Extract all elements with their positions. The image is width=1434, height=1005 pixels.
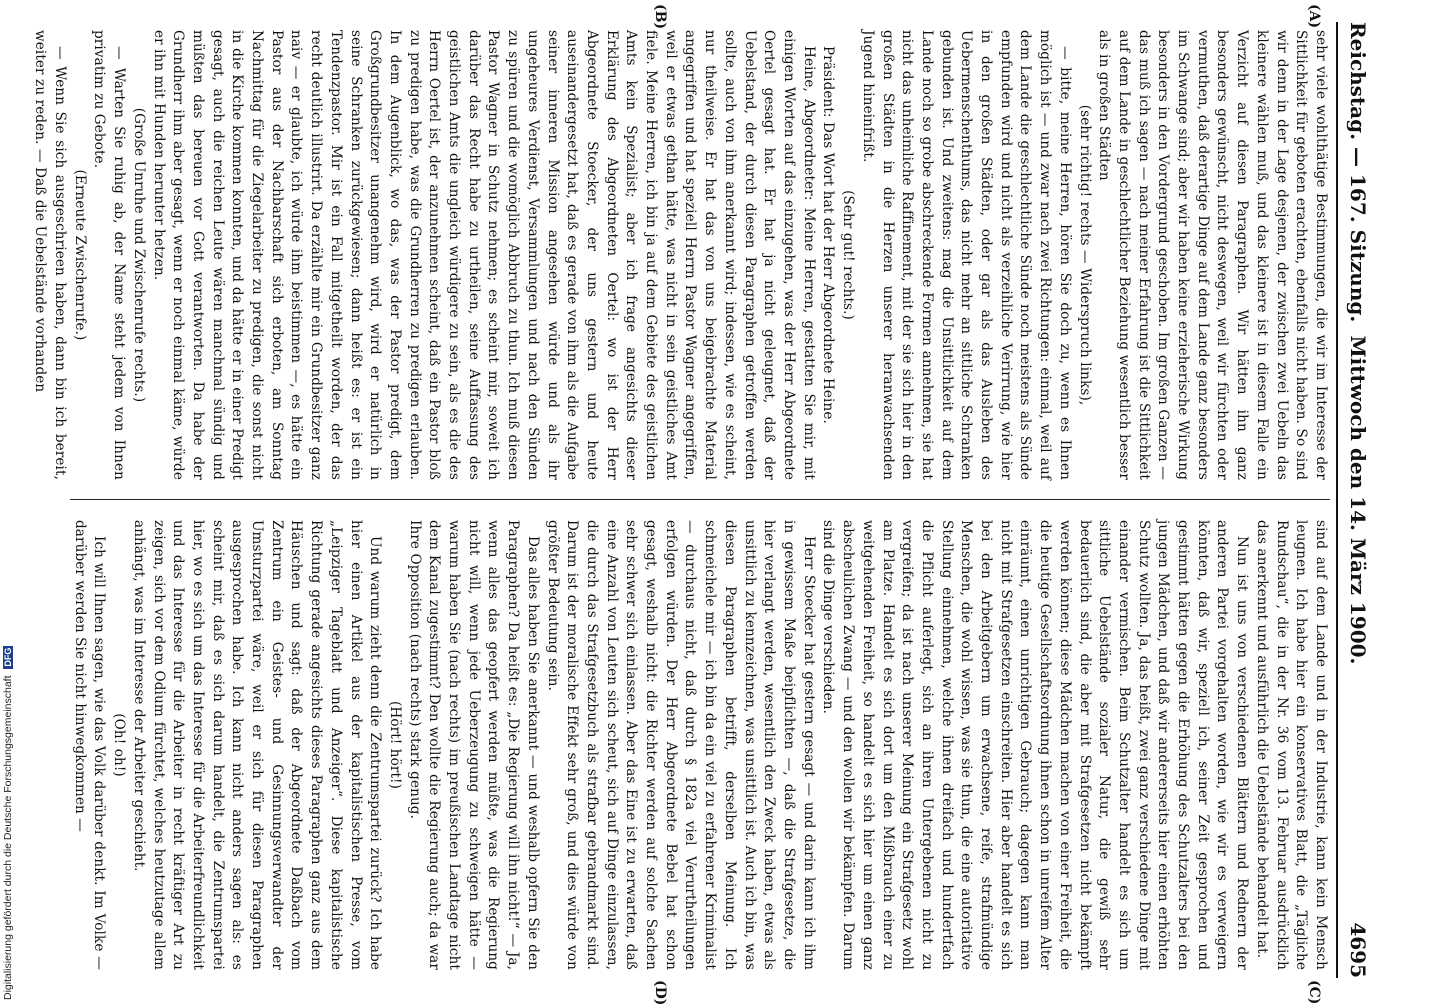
interjection: (Erneute Zwischenrufe.) — [71, 169, 88, 341]
margin-mark-c: (C) — [1306, 980, 1322, 1005]
speaker-paragraph: Heine, Abgeordneter: Meine Herren, gestatten Sie mir, mit einigen Worten auf das einzugehen, was der Herr Abgeordnete Oertel gesagt hat. Er hat ja nicht geleugnet, daß der Uebelstand, der durch diesen Paragraphen getroffen werden sollte, auch von ihm anerkannt wird; indessen, wie es scheint, nur theilweise. Er hat das von uns beigebrachte Material angegriffen und hat speziell Herrn Pastor Wagner angegriffen, weil er etwas gethan hätte, was nicht in sein geistliches Amt fiele. Meine Herren, ich bin ja auf dem Gebiete des geistlichen Amts kein Spezialist; aber ich frage angesichts dieser Erklärung des Abgeordneten Oertel: wo ist der Herr Abgeordnete Stoecker, der uns gestern und heute auseinandergesetzt hat, daß es gerade von ihm als die Aufgabe seiner inneren Mission angesehen würde und als ihr ungeheures Verdienst, Versammlungen und nach den Sünden zu spüren und die womöglich Abbruch zu thun. Ich muß diesen Pastor Wagner in Schutz nehmen; es scheint mir, soweit ich darüber das Recht habe zu urtheilen, seine Auffassung des geistlichen Amts die ungleich würdigere zu sein, als es die des Herrn Oertel ist, der anzunehmen scheint, daß ein Pastor bloß zu predigen habe, was die Grundherren zu predigen erlauben. In dem Augenblick, wo das, was der Pastor predigt, dem Großgrundbesitzer unangenehm wird, wird er natürlich in seine Schranken zurückgewiesen; dann heißt es: er ist ein Tendenzpastor. Mir ist ein Fall mitgetheilt worden, der das recht deutlich illustrirt. Da erzählte mir ein Grundbesitzer ganz naiv — er glaubte, ich würde ihm beistimmen —, es hätte ein Pastor aus der Nachbarschaft sich erboten, am Sonntag Nachmittag für die Ziegelarbeiter zu predigen, die sonst nicht in die Kirche kommen konnten, und da hätte er in einer Predigt gesagt, auch die reichen Leute wären manchmal sündig und müßten das bereuen vor Gott verantworten. Da habe der Grundherr ihm aber gesagt, wenn er noch einmal käme, würde er ihn mit Hunden herunter hetzen. — [150, 30, 817, 480]
interjection: (Hört! hört!) — [386, 700, 403, 790]
header-chamber-session: Reichstag. — 167. Sitzung. — [1346, 22, 1370, 323]
margin-mark-b: (B) — [652, 4, 668, 30]
paragraph: sind auf dem Lande und in der Industrie, kann kein Mensch leugnen. Ich habe hier ein konservatives Blatt, die „Tägliche Rundschau“, die in der Nr. 36 vom 13. Februar ausdrücklich das anerkennt und ausführlich die Uebelstände behandelt hat. — [1253, 520, 1329, 970]
digitization-footer — [0, 0, 18, 1000]
interjection: (sehr richtig! rechts — Widerspruch links), — [1076, 104, 1093, 406]
interjection: (Oh! oh!) — [111, 713, 128, 777]
margin-mark-d: (D) — [652, 980, 668, 1005]
page-header — [1342, 22, 1370, 978]
column-divider — [70, 499, 1330, 500]
paragraph: — Wenn Sie sich ausgeschrieen haben, dann bin ich bereit, weiter zu reden. — Daß die Uebelstände vorhanden — [32, 30, 68, 480]
page-number: 4695 — [1346, 922, 1370, 978]
left-column — [32, 30, 1330, 480]
margin-mark-a: (A) — [1306, 4, 1322, 29]
paragraph: Das alles haben Sie anerkannt — und weshalb opfern Sie den Paragraphen? Da heißt es: „Die Regierung will ihn nicht!“ — Ja, wenn alles das geopfert werden müßte, was die Regierung nicht will, wenn jede Ueberzeugung zu schweigen hätte — warum haben Sie (nach rechts) im preußischen Landtage nicht dem Kanal zugestimmt? Den wollte die Regierung auch; da war Ihre Opposition (nach rechts) stark genug. — [406, 520, 541, 970]
header-date: Mittwoch den 14. März 1900. — [1346, 335, 1370, 665]
footer-credit-text: Digitalisierung gefördert durch die Deutsche Forschungsgemeinschaft — [2, 675, 14, 1000]
interjection: (Sehr gut! rechts.) — [840, 190, 857, 320]
paragraph: Nun ist uns von verschiedenen Blättern und Rednern der anderen Partei vorgehalten worden, wie wir es verweigern könnten, daß wir, speziell ich, seiner Zeit gesprochen und gestimmt hätten gegen die Erhöhung des Schutzalters bei den jungen Mädchen, und daß wir andererseits hier einen erhöhten Schutz wollten. Ja, das heißt, zwei ganz verschiedene Dinge mit einander vermischen. Beim Schutzalter handelt es sich um sittliche Uebelstände sozialer Natur, die gewiß sehr bedauerlich sind, die aber mit Strafgesetzen nicht bekämpft werden können; diese Mädchen machen von einer Freiheit, die die heutige Gesellschaftsordnung ihnen schon in unreifem Alter einräumt, einen unrichtigen Gebrauch; dagegen kann man nicht mit Strafgesetzen einschreiten. Hier aber handelt es sich bei den Arbeitgebern um erwachsene, reife, strafmündige Menschen, die wohl wissen, was sie thun, die eine autoritative Stellung einnehmen, welche ihnen dreifach und hundertfach die Pflicht auferlegt, sich an ihren Untergebenen nicht zu vergreifen; da ist nach unserer Meinung ein Strafgesetz wohl am Platze. Handelt es sich dort um den Mißbrauch einer zu weitgehenden Freiheit, so handelt es sich hier um einen ganz abscheulichen Zwang — und den wollen wir bekämpfen. Darum sind die Dinge verschieden. — [820, 520, 1251, 970]
header-rule — [1336, 22, 1338, 978]
footer-credit — [2, 0, 14, 1000]
paragraph: — Warten Sie ruhig ab, der Name steht jedem von Ihnen privatim zu Gebote. — [91, 30, 128, 480]
right-column — [70, 520, 1330, 970]
interjection: (Große Unruhe und Zwischenrufe rechts.) — [130, 107, 147, 403]
paragraph: Ich will Ihnen sagen, wie das Volk darüber denkt. Im Volke — darüber werden Sie nicht hinwegkommen — — [71, 520, 108, 970]
speaker-paragraph: Präsident: Das Wort hat der Herr Abgeordnete Heine. — [820, 46, 837, 424]
paragraph: Herr Stoecker hat gestern gesagt — und darin kann ich ihm in gewissem Maße beipflichten —, daß die Strafgesetze, die hier verlangt werden, wesentlich den Zweck haben, etwas als unsittlich zu kennzeichnen, was unsittlich ist. Auch ich bin, was diesen Paragraphen betrifft, derselben Meinung. Ich schmeichele mir — ich bin da ein viel zu erfahrener Kriminalist — durchaus nicht, daß durch § 182a viel Verurtheilungen erfolgen würden. Der Herr Abgeordnete Bebel hat schon gesagt, weshalb nicht: die Richter werden auf solche Sachen sehr schwer sich einlassen. Aber das Eine ist zu erwarten, daß eine Anzahl von Leuten sich scheut, sich auf Dinge einzulassen, die durch das Strafgesetzbuch als strafbar gebrandmarkt sind. Darum ist der moralische Effekt sehr groß, und dies würde von größter Bedeutung sein. — [544, 520, 817, 970]
paragraph: — bitte, meine Herren, hören Sie doch zu, wenn es Ihnen möglich ist — und zwar nach zwei Richtungen: einmal, weil auf dem Lande die geschlechtliche Sünde noch meistens als Sünde empfunden wird und nicht als verzeihliche Verirrung, wie hier in den großen Städten, oder gar als das Ausleben des Uebermenschenthums, das nicht mehr an sittliche Schranken gebunden ist. Und zweitens: mag die Unsittlichkeit auf dem Lande noch so grobe abschreckende Formen annehmen, sie hat nicht das unheimliche Raffinement, mit der sie sich hier in den großen Städten in die Herzen unserer heranwachsenden Jugend hineinfrißt. — [859, 30, 1073, 480]
dfg-logo: DFG — [3, 647, 13, 667]
paragraph: Und warum zieht denn die Zentrumspartei zurück? Ich habe hier einen Artikel aus der kapitalistischen Presse, vom „Leipziger Tageblatt und Anzeiger“. Diese kapitalistische Richtung gerade angesichts dieses Paragraphen ganz aus dem Häuschen und sagt: daß der Abgeordnete Daßbach vom Zentrum ein Geistes- und Gesinnungsverwandter der Umsturzpartei wäre, weil er sich für diesen Paragraphen ausgesprochen habe. Ich kann nicht anders sagen als: es scheint mir, daß es sich darum handelt, die Zentrumspartei hier, wo es sich um das Interesse für die Arbeiterfreundlichkeit und das Interesse für die Arbeiter in recht kräftiger Art zu zeigen, sich vor dem Odium fürchtet, welches heutzutage allem anhängt, was im Interesse der Arbeiter geschieht. — [130, 520, 384, 970]
paragraph: sehr viele wohlthätige Bestimmungen, die wir im Interesse der Sittlichkeit für geboten erachten, ebenfalls nicht haben. So sind wir denn in der Lage desjenen, der zwischen zwei Uebeln das kleinere wählen muß, und das kleinere ist in diesem Falle ein Verzicht auf diesen Paragraphen. Wir hätten ihn ganz besonders gewünscht, nicht deswegen, weil wir fürchten oder vermuthen, daß derartige Dinge auf dem Lande ganz besonders im Schwange sind; aber wir haben keine erzieherische Wirkung besonders in den Vordergrund geschoben. Im großen Ganzen — das muß ich sagen — nach meiner Erfahrung ist die Sittlichkeit auf dem Lande in geschlechtlicher Beziehung wesentlich besser als in großen Städten — [1096, 30, 1329, 480]
document-sheet — [32, 0, 1380, 1005]
